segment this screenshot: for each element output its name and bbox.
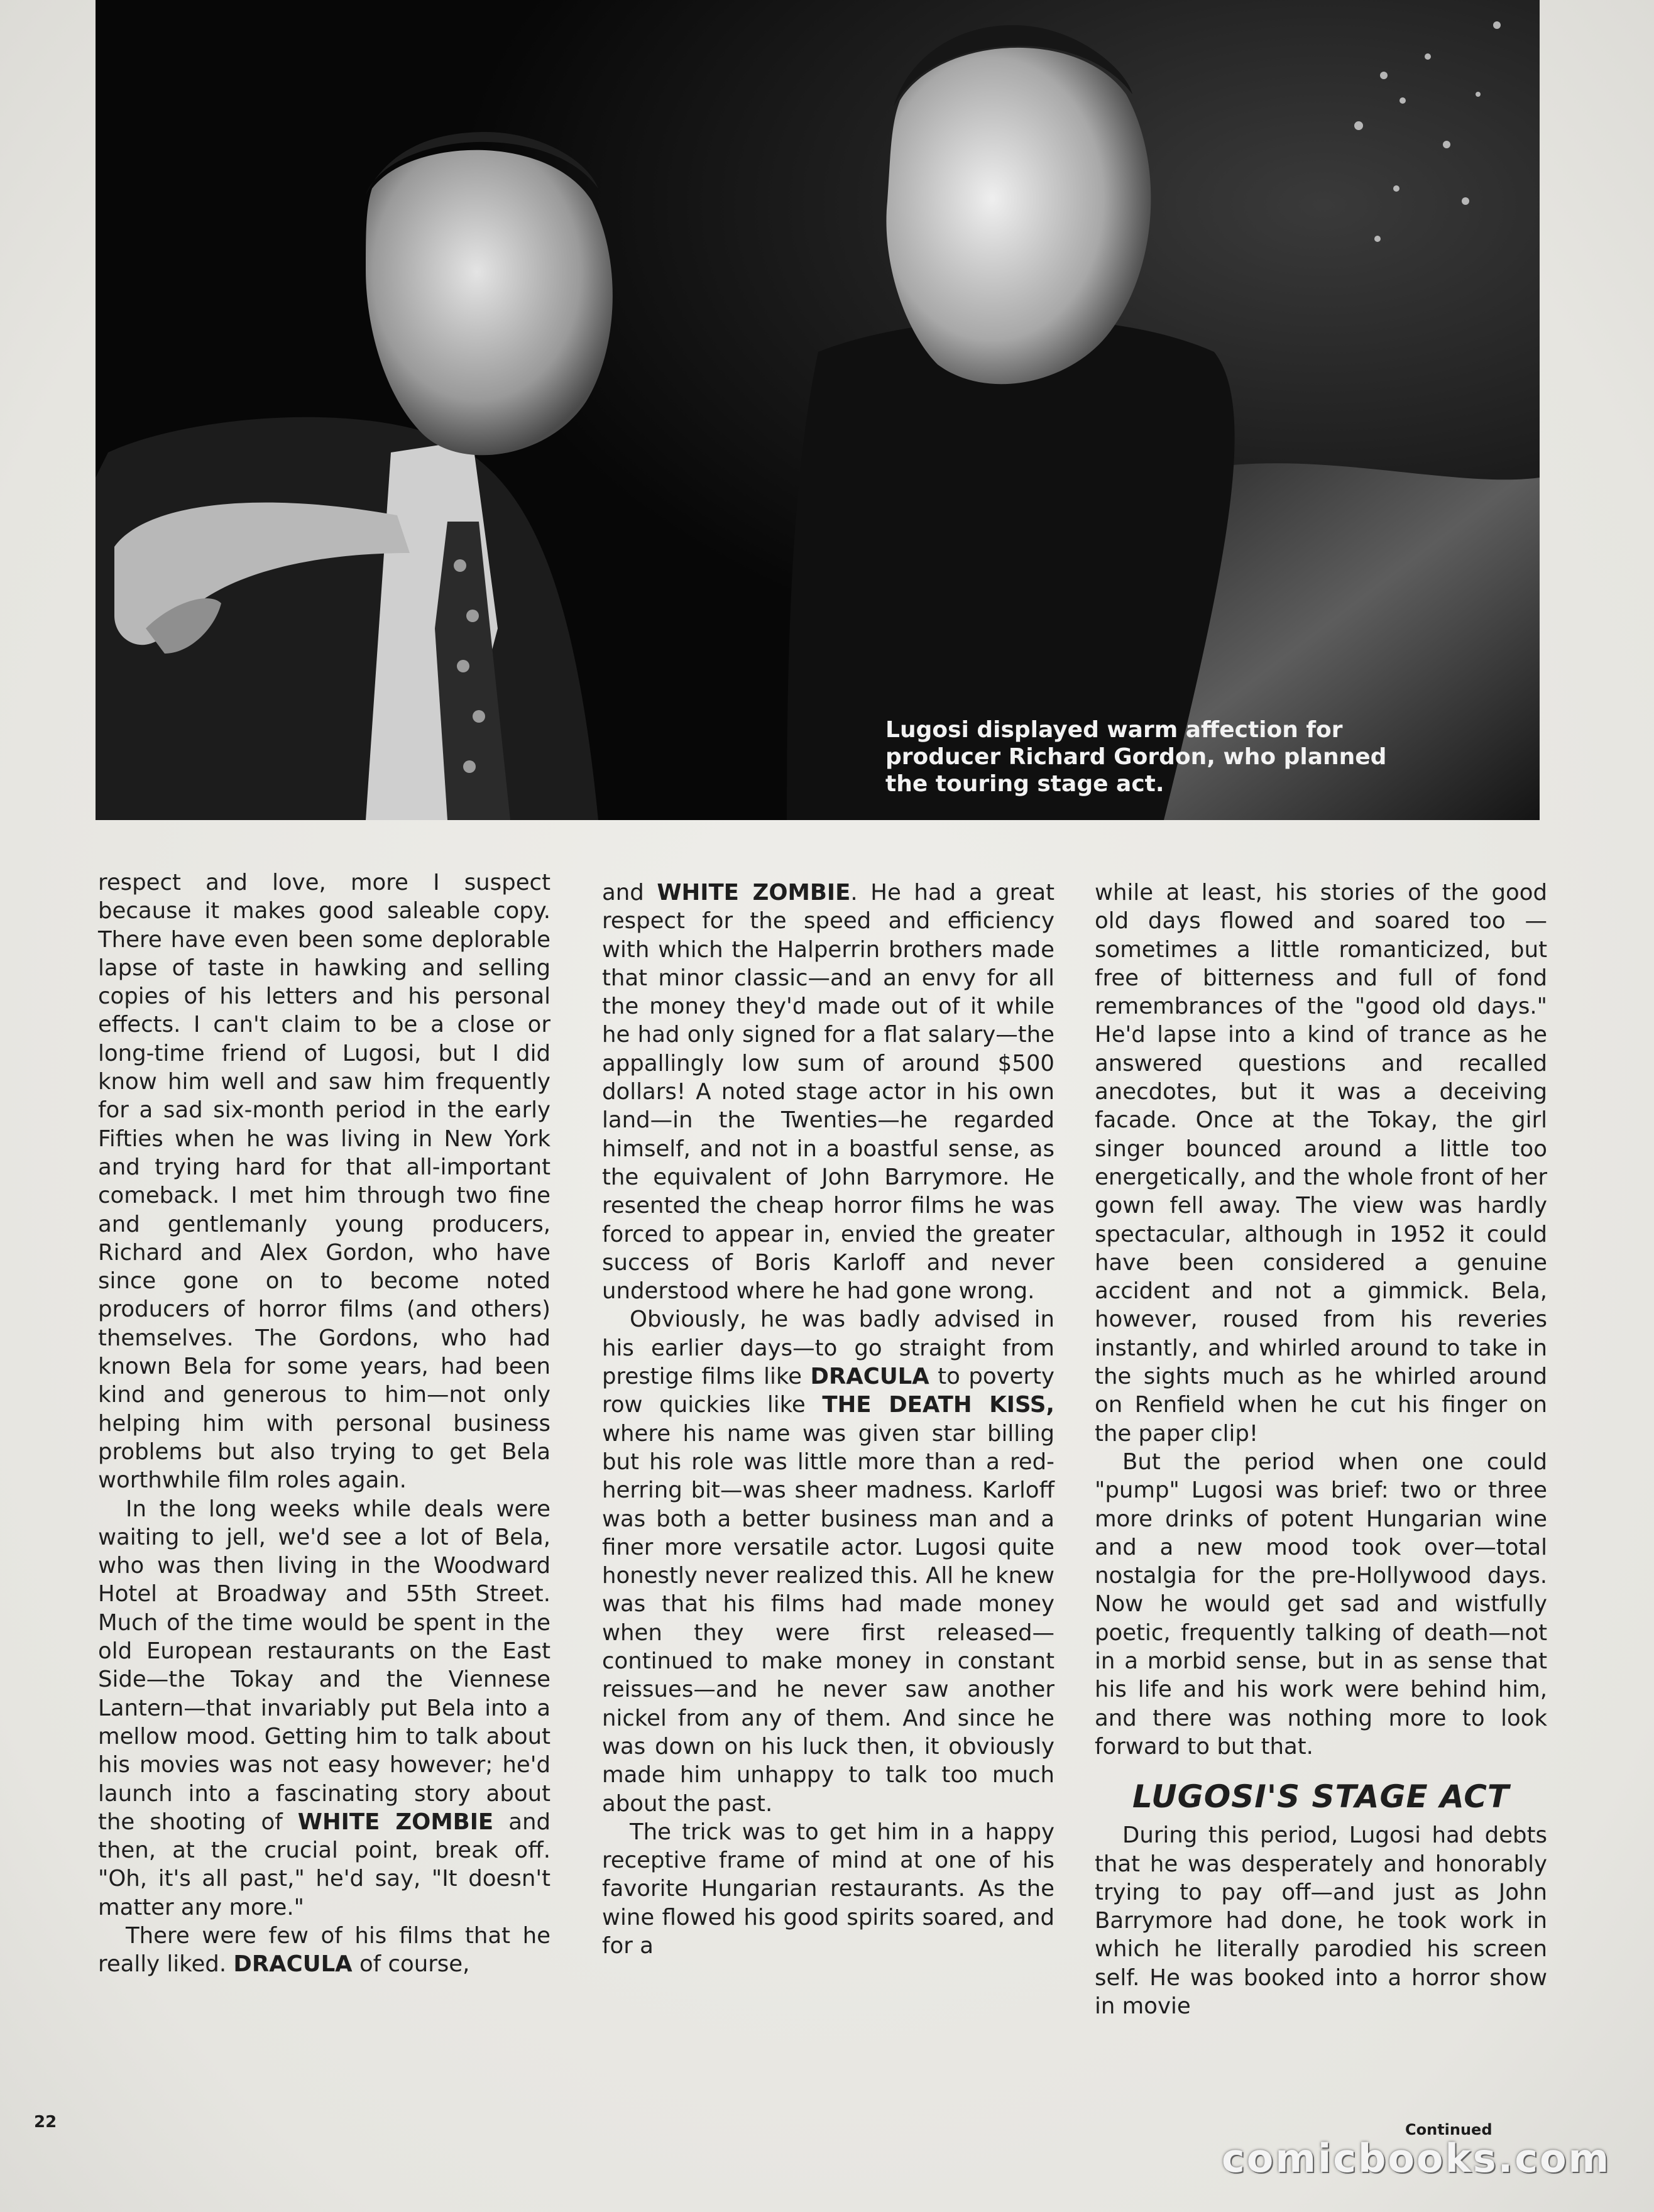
paragraph — [602, 879, 1054, 1305]
text-run: and then, at the crucial point, break off. "Oh, it's all past," he'd say, "It doesn't matter any more." — [98, 1809, 550, 1920]
article-column-1 — [98, 868, 550, 1979]
article-column-3 — [1095, 879, 1547, 2020]
paragraph: During this period, Lugosi had debts that he was desperately and honorably trying to pay off—and just as John Barrymore had done, he took work in which he literally parodied his screen self. He was booked into a horror show in movie — [1095, 1822, 1547, 2019]
film-title: DRACULA — [233, 1951, 353, 1978]
paragraph — [602, 1305, 1054, 1817]
text-run: where his name was given star billing but his role was little more than a red-herring bit—was sheer madness. Karloff was both a better business man and a finer more versatile actor. Lugosi quite honestly never realized this. All he knew was that his films had made money when they were first released—continued to make money in constant reissues—and he never saw another nickel from any of them. And since he was down on his luck then, it obviously made him unhappy to talk too much about the past. — [602, 1420, 1054, 1817]
film-title: WHITE ZOMBIE — [657, 880, 851, 906]
paragraph — [98, 1495, 550, 1922]
paragraph: The trick was to get him in a happy receptive frame of mind at one of his favorite Hungarian restaurants. As the wine flowed his good spirits soared, and for a — [602, 1819, 1054, 1959]
watermark: comicbooks.com — [1222, 2135, 1611, 2181]
text-run: There were few of his films that he really liked. — [98, 1922, 550, 1978]
paragraph — [98, 1922, 550, 1979]
article-column-2 — [602, 879, 1054, 1960]
text-run: and — [602, 880, 657, 906]
film-title: THE DEATH KISS, — [822, 1392, 1054, 1418]
article-photo — [96, 0, 1540, 820]
continued-label: Continued — [1405, 2121, 1492, 2138]
section-heading: LUGOSI'S STAGE ACT — [1132, 1778, 1510, 1815]
text-run: Obviously, he was badly advised in his earlier days—to go straight from prestige films like — [602, 1306, 1054, 1390]
film-title: WHITE ZOMBIE — [297, 1809, 494, 1835]
text-run: In the long weeks while deals were waiting to jell, we'd see a lot of Bela, who was then living in the Woodward Hotel at Broadway and 55th Street. Much of the time would be spent in the old European restaurants on the East Side—the Tokay and the Viennese Lantern—that invariably put Bela into a mellow mood. Getting him to talk about his movies was not easy however; he'd launch into a fascinating story about the shooting of — [98, 1496, 550, 1835]
paragraph: while at least, his stories of the good old days flowed and soared too — sometimes a little romanticized, but free of bitterness and full of fond remembrances of the "good old days." He'd lapse into a kind of trance as he answered questions and recalled anecdotes, but it was a deceiving facade. Once at the Tokay, the girl singer bounced around a little too energetically, and the whole front of her gown fell away. The view was hardly spectacular, although in 1952 it could have been considered a genuine accident and not a gimmick. Bela, however, roused from his reveries instantly, and whirled around to take in the sights much as he whirled around on Renfield when he cut his finger on the paper clip! — [1095, 880, 1547, 1447]
paragraph: But the period when one could "pump" Lugosi was brief: two or three more drinks of potent Hungarian wine and a new mood took over—total nostalgia for the pre-Hollywood days. Now he would get sad and wistfully poetic, frequently talking of death—not in a morbid sense, but in as sense that his life and his work were behind him, and there was nothing more to look forward to but that. — [1095, 1448, 1547, 1760]
film-title: DRACULA — [810, 1364, 929, 1390]
text-run: of course, — [352, 1951, 470, 1978]
photo-caption: Lugosi displayed warm affection for producer Richard Gordon, who planned the touring stage act. — [885, 717, 1387, 797]
page-number: 22 — [34, 2113, 57, 2132]
paragraph: respect and love, more I suspect because it makes good saleable copy. There have even been some deplorable lapse of taste in hawking and selling copies of his letters and his personal effects. I can't claim to be a close or long-time friend of Lugosi, but I did know him well and saw him frequently for a sad six-month period in the early Fifties when he was living in New York and trying hard for that all-important comeback. I met him through two fine and gentlemanly young producers, Richard and Alex Gordon, who have since gone on to become noted producers of horror films (and others) themselves. The Gordons, who had known Bela for some years, had been kind and generous to him—not only helping him with personal business problems but also trying to get Bela worthwhile film roles again. — [98, 870, 550, 1494]
text-run: to poverty row quickies like — [602, 1364, 1054, 1418]
text-run: . He had a great respect for the speed and efficiency with which the Halperrin brothers made that minor classic—and an envy for all the money they'd made out of it while he had only signed for a flat salary—the appallingly low sum of around $500 dollars! A noted stage actor in his own land—in the Twenties—he regarded himself, and not in a boastful sense, as the equivalent of John Barrymore. He resented the cheap horror films he was forced to appear in, envied the greater success of Boris Karloff and never understood where he had gone wrong. — [602, 880, 1054, 1305]
